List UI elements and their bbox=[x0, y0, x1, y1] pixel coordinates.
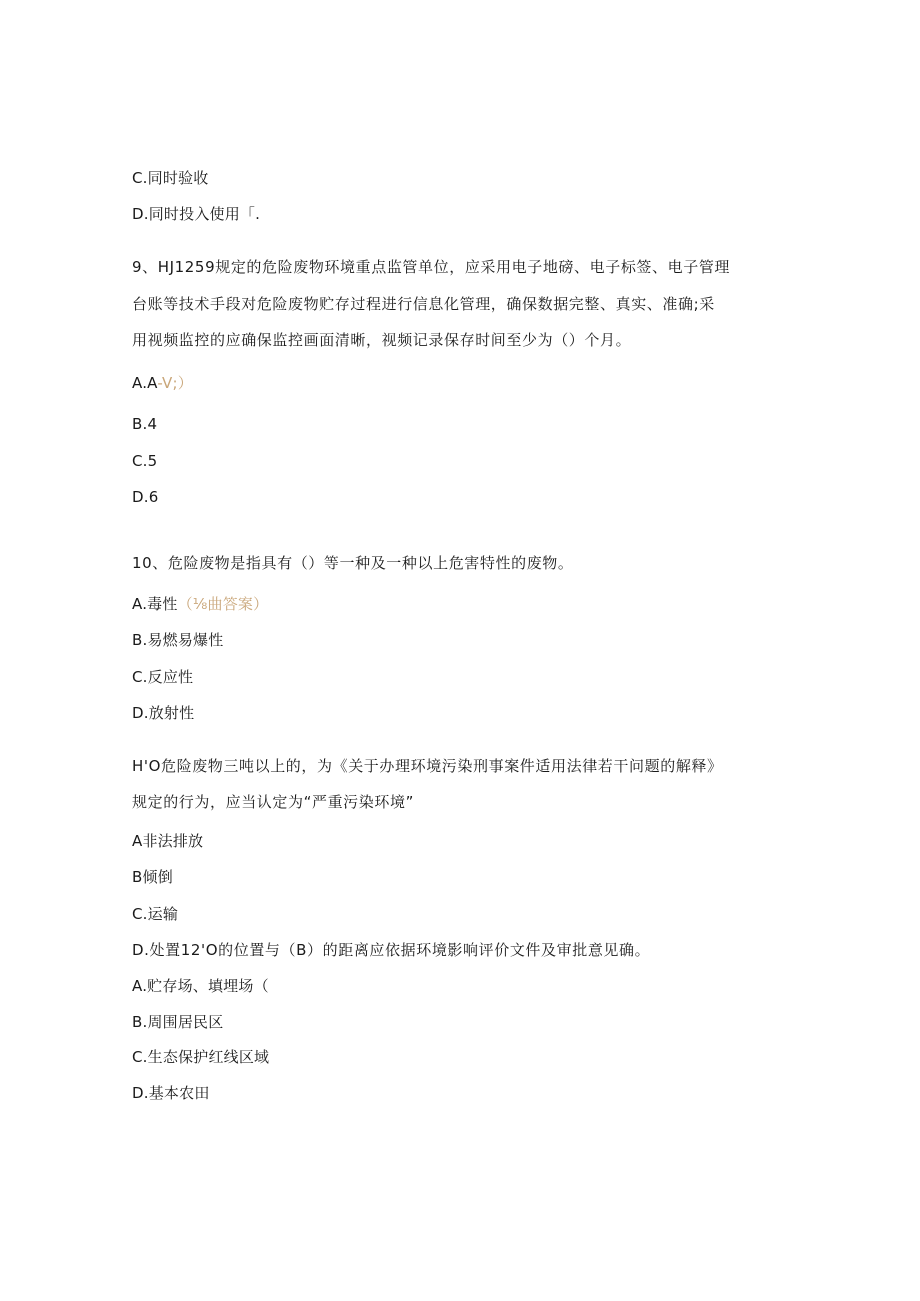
question-9-option-b: B.4 bbox=[132, 415, 158, 433]
question-9-option-c: C.5 bbox=[132, 452, 158, 470]
answer-mark: -V;） bbox=[157, 374, 193, 392]
question-9-option-a bbox=[132, 373, 193, 393]
question-11-option-b: B倾倒 bbox=[132, 868, 173, 886]
option-c-prev: C.同时验收 bbox=[132, 169, 209, 187]
question-11-option-d: D.处置12'O的位置与（B）的距离应依据环境影响评价文件及审批意见确。 bbox=[132, 941, 651, 959]
question-12-option-d: D.基本农田 bbox=[132, 1084, 210, 1102]
option-a-label: A.毒性 bbox=[132, 595, 178, 613]
option-a-label: A.A bbox=[132, 374, 158, 392]
question-9-line-2: 台账等技术手段对危险废物贮存过程进行信息化管理，确保数据完整、真实、准确;采 bbox=[132, 295, 715, 313]
question-10-line-1: 10、危险废物是指具有（）等一种及一种以上危害特性的废物。 bbox=[132, 554, 574, 572]
question-12-option-b: B.周围居民区 bbox=[132, 1013, 224, 1031]
answer-mark: （⅛曲答案） bbox=[177, 595, 269, 613]
question-10-option-d: D.放射性 bbox=[132, 704, 195, 722]
question-12-option-c: C.生态保护红线区域 bbox=[132, 1048, 270, 1066]
question-11-option-c: C.运输 bbox=[132, 905, 179, 923]
question-10-option-b: B.易燃易爆性 bbox=[132, 631, 224, 649]
question-9-line-1: 9、HJ1259规定的危险废物环境重点监管单位，应采用电子地磅、电子标签、电子管理 bbox=[132, 258, 731, 276]
question-10-option-c: C.反应性 bbox=[132, 668, 194, 686]
question-9-line-3: 用视频监控的应确保监控画面清晰，视频记录保存时间至少为（）个月。 bbox=[132, 331, 632, 349]
option-d-prev: D.同时投入使用「. bbox=[132, 205, 261, 223]
question-11-line-2: 规定的行为，应当认定为“严重污染环境” bbox=[132, 793, 414, 811]
question-12-option-a: A.贮存场、填埋场（ bbox=[132, 977, 269, 995]
question-9-option-d: D.6 bbox=[132, 488, 159, 506]
question-11-option-a: A非法排放 bbox=[132, 832, 204, 850]
question-11-line-1: H'O危险废物三吨以上的，为《关于办理环境污染刑事案件适用法律若干问题的解释》 bbox=[132, 757, 723, 775]
question-10-option-a bbox=[132, 594, 268, 614]
